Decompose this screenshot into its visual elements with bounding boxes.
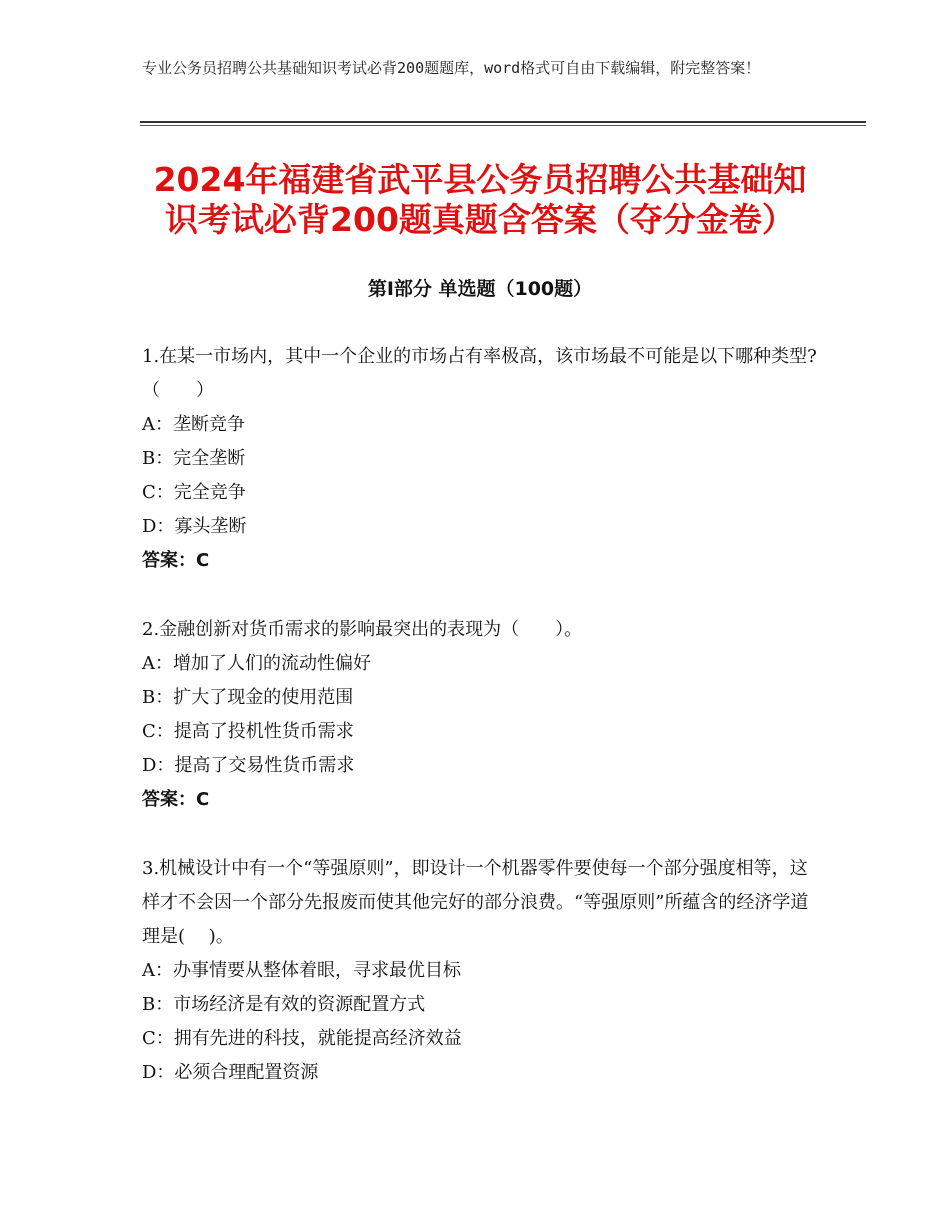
option-d: D：提高了交易性货币需求 xyxy=(142,755,355,776)
option-b: B：扩大了现金的使用范围 xyxy=(142,687,354,708)
question-1 xyxy=(142,340,822,578)
answer: 答案：C xyxy=(142,789,210,810)
header-rule-thick xyxy=(140,121,866,123)
question-2 xyxy=(142,613,822,817)
option-a: A：增加了人们的流动性偏好 xyxy=(142,653,371,674)
option-a: A：办事情要从整体着眼，寻求最优目标 xyxy=(142,960,461,981)
option-a: A：垄断竞争 xyxy=(142,414,245,435)
question-text: 1.在某一市场内，其中一个企业的市场占有率极高，该市场最不可能是以下哪种类型?（ ） xyxy=(142,346,817,401)
option-d: D：必须合理配置资源 xyxy=(142,1062,319,1083)
option-c: C：提高了投机性货币需求 xyxy=(142,721,354,742)
question-text: 2.金融创新对货币需求的影响最突出的表现为（ ）。 xyxy=(142,619,583,640)
header-note: 专业公务员招聘公共基础知识考试必背200题题库，word格式可自由下载编辑，附完整答案！ xyxy=(142,59,761,77)
answer: 答案：C xyxy=(142,550,210,571)
question-3 xyxy=(142,852,822,1090)
option-d: D：寡头垄断 xyxy=(142,516,247,537)
option-b: B：市场经济是有效的资源配置方式 xyxy=(142,994,426,1015)
document-title: 2024年福建省武平县公务员招聘公共基础知识考试必背200题真题含答案（夺分金卷） xyxy=(153,160,807,239)
section-title: 第Ⅰ部分 单选题（100题） xyxy=(367,278,593,300)
option-c: C：拥有先进的科技，就能提高经济效益 xyxy=(142,1028,462,1049)
option-c: C：完全竞争 xyxy=(142,482,246,503)
question-text: 3.机械设计中有一个“等强原则”，即设计一个机器零件要使每一个部分强度相等，这样才不会因一个部分先报废而使其他完好的部分浪费。“等强原则”所蕴含的经济学道理是( )。 xyxy=(142,858,809,947)
option-b: B：完全垄断 xyxy=(142,448,246,469)
header-rule-thin xyxy=(140,125,866,126)
